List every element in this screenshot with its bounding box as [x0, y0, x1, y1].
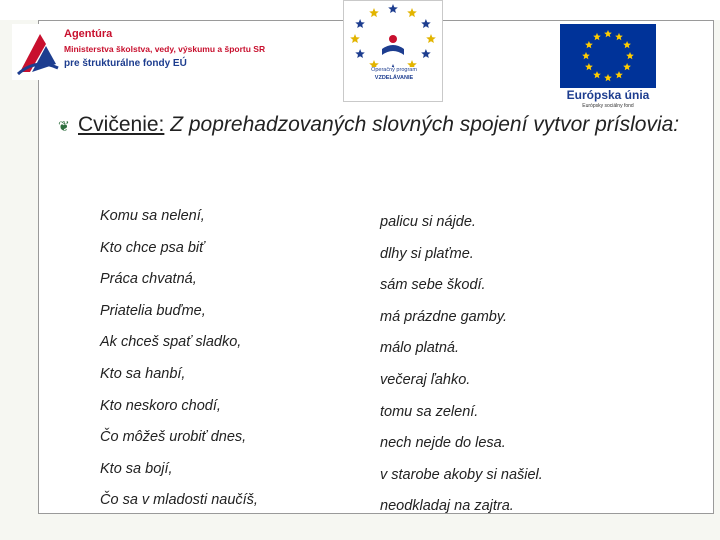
proverb-row [100, 366, 660, 392]
agency-name: Agentúra [64, 28, 113, 40]
proverb-second-half: tomu sa zelení. [380, 403, 479, 420]
star-icon [355, 19, 365, 28]
star-icon [421, 19, 431, 28]
proverb-second-half: má prázdne gamby. [380, 308, 508, 325]
proverb-first-half: Práca chvatná, [100, 271, 197, 288]
proverb-first-half: Ak chceš spať sladko, [100, 334, 242, 351]
proverb-second-half: v starobe akoby si našiel. [380, 466, 543, 483]
proverb-second-half: dlhy si plaťme. [380, 245, 474, 262]
star-icon [426, 34, 436, 43]
star-icon [615, 71, 623, 78]
proverb-row [100, 303, 660, 329]
proverb-second-half: večeraj ľahko. [380, 372, 471, 388]
proverb-second-half: sám sebe škodí. [380, 277, 486, 294]
proverb-second-half: neodkladaj na zajtra. [380, 498, 514, 515]
star-icon [623, 41, 631, 48]
star-icon [407, 60, 417, 67]
proverb-second-half: nech nejde do lesa. [380, 435, 506, 452]
proverb-row [100, 240, 660, 266]
star-icon [355, 49, 365, 58]
star-icon [593, 71, 601, 78]
proverb-first-half: Priatelia buďme, [100, 302, 206, 319]
proverb-first-half: Kto neskoro chodí, [100, 397, 221, 414]
star-icon [626, 52, 634, 59]
star-icon [369, 60, 379, 67]
proverb-first-half: Čo môžeš urobiť dnes, [100, 429, 247, 446]
star-icon [407, 8, 417, 17]
star-icon [623, 63, 631, 70]
proverb-first-half: Komu sa nelení, [100, 208, 205, 224]
star-icon [615, 33, 623, 40]
eu-title: Európska únia [566, 88, 650, 102]
proverb-row [100, 208, 660, 234]
agency-emblem-icon [16, 28, 60, 78]
proverb-row [100, 461, 660, 487]
star-icon [604, 30, 612, 37]
star-icon [369, 8, 379, 17]
proverb-first-half: Čo sa v mladosti naučíš, [100, 492, 258, 509]
star-icon [604, 74, 612, 81]
exercise-label: Cvičenie: [78, 113, 165, 136]
star-icon [350, 34, 360, 43]
eu-logo [556, 20, 660, 110]
eu-flag [560, 24, 656, 88]
star-icon [593, 33, 601, 40]
leaf-bullet-icon: ❦ [58, 118, 70, 134]
proverb-first-half: Kto sa bojí, [100, 460, 173, 477]
star-icon [421, 49, 431, 58]
proverb-row [100, 271, 660, 297]
op-stars-icon [344, 1, 442, 67]
op-vzdelavanie-logo [343, 0, 443, 102]
star-icon [585, 41, 593, 48]
star-icon [582, 52, 590, 59]
proverb-first-half: Kto chce psa biť [100, 239, 205, 256]
exercise-heading [58, 110, 698, 141]
proverb-second-half: málo platná. [380, 340, 459, 357]
agency-ministry: Ministerstva školstva, vedy, výskumu a športu SR [64, 44, 266, 54]
proverb-row [100, 398, 660, 424]
proverb-first-half: Kto sa hanbí, [100, 366, 186, 382]
exercise-instruction: Z poprehadzovaných slovných spojení vytvor príslovia: [164, 113, 680, 136]
proverb-row [100, 492, 660, 518]
star-icon [585, 63, 593, 70]
agency-logo [12, 24, 268, 80]
op-line1: Operačný program [371, 67, 417, 73]
proverb-row [100, 334, 660, 360]
agency-funds: pre štrukturálne fondy EÚ [64, 58, 187, 69]
star-icon [388, 4, 398, 13]
op-line2: VZDELÁVANIE [374, 75, 414, 81]
proverb-row [100, 429, 660, 455]
eu-subtitle: Európsky sociálny fond [582, 103, 634, 109]
eu-stars-icon [560, 24, 656, 88]
proverb-second-half: palicu si nájde. [380, 214, 476, 230]
